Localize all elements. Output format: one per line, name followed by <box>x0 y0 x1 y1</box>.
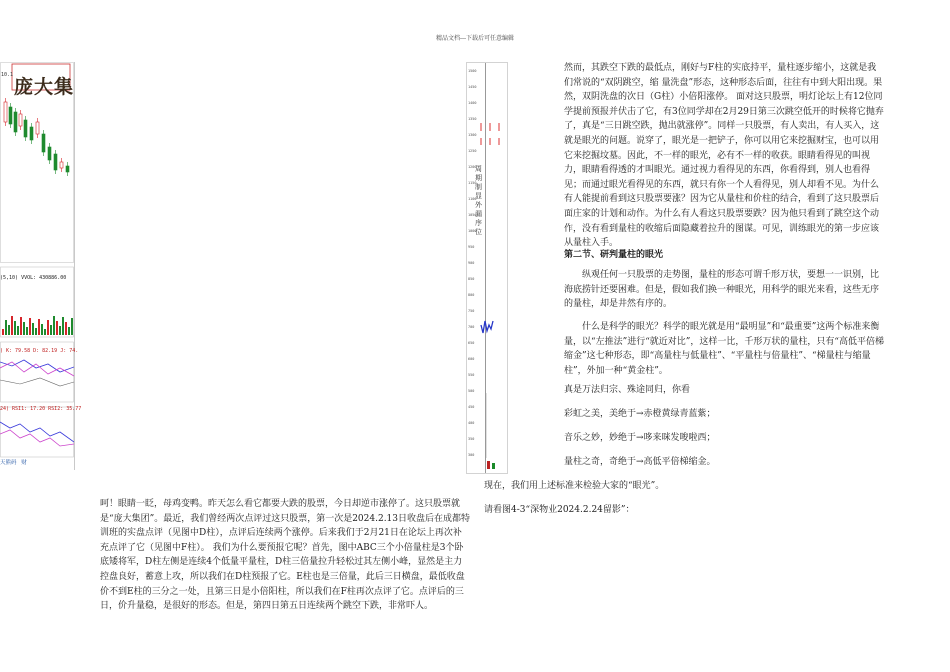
axis-tick-label: 700 <box>468 325 475 329</box>
candlestick <box>42 134 45 152</box>
right-paragraph-2: 纵观任何一只股票的走势图，量柱的形态可谓千形万状，要想一一识别，比海底捞针还要困难。但是，假如我们换一种眼光，用科学的眼光来看，这些无序的量柱，却是井然有序的。 <box>564 270 880 310</box>
volume-bar <box>50 325 52 335</box>
kdj-line <box>0 360 74 372</box>
bottom-label-1[interactable]: 天熊码 <box>0 460 17 466</box>
left-price-label: 10.1 <box>1 72 14 78</box>
volume-bar <box>35 328 37 335</box>
right-paragraph-3: 什么是科学的眼光？科学的眼光就是用“最明显”和“最重要”这两个标准来衡量，以“左推法”进行“就近对比”，这样一比，千形万状的量柱，只有“高低平倍梯缩金”这七种形态，即“高量柱与低量柱”、“平量柱与倍量柱”、“梯量柱与缩量柱”，外加一种“黄金柱”。 <box>564 322 885 376</box>
axis-tick-label: 1500 <box>468 69 477 73</box>
volume-bar <box>38 319 40 335</box>
middle-chart-svg <box>467 63 507 473</box>
middle-chart-caption: 周期制显外漏序位 <box>475 165 482 236</box>
volume-bar <box>41 324 43 335</box>
candlestick <box>19 114 22 126</box>
middle-chart-blue-line <box>481 321 493 333</box>
axis-tick-label: 600 <box>468 357 475 361</box>
middle-chart-bar <box>492 463 495 469</box>
volume-bar <box>23 322 25 335</box>
right-paragraph-1: 然而，其跌空下跌的最低点，刚好与F柱的实底持平，量柱逐步缩小，这就是我们常说的“双阴跳空，缩 量洗盘”形态，这种形态后面，往往有中到大阳出现。果然，双阴洗盘的次日（G柱）小倍阳涨停。 面对这只股票，明灯论坛上有12位同学提前预报并伏击了它，有3位同学却在2月29日第三次跳空低开的时候将它抛弃了，真是“三日跳空跌，抛出就涨停”。同样一只股票，有人卖出，有人买入，这就是眼光的问题。说穿了，眼光是一把铲子，你可以用它来挖掘财宝，也可以用它来挖掘坟墓。因此，不一样的眼光，必有不一样的收获。眼睛看得见的叫视力，眼睛看得透的才叫眼光。通过视力看得见的东西，你看得到，别人也看得见；而通过眼光看得见的东西，就只有你一个人看得见，别人却看不见。为什么有人能提前看到这只股票要涨？因为它从量柱和价柱的结合，看到了这只股票后面庄家的计划和动作。为什么有人看这只股票要跌？因为他只看到了跳空这个动作，没有看到量柱的收缩后面隐藏着拉升的图谋。可见，训练眼光的第一步应该从量柱入手。 <box>564 63 884 249</box>
axis-tick-label: 1350 <box>468 117 477 121</box>
text-line-2: 彩虹之美，美绝于→赤橙黄绿青蓝紫； <box>564 409 716 419</box>
volume-bar <box>32 323 34 335</box>
axis-tick-label: 1200 <box>468 165 477 169</box>
axis-tick-label: 1450 <box>468 85 477 89</box>
text-line-6: 请看图4-3“深物业2024.2.24留影”： <box>484 505 635 515</box>
volume-bar <box>17 326 19 335</box>
axis-tick-label: 400 <box>468 421 475 425</box>
left-chart-title: 庞大集 <box>14 76 75 98</box>
axis-tick-label: 1050 <box>468 213 477 217</box>
volume-bar <box>26 327 28 335</box>
volume-bar <box>56 321 58 335</box>
axis-tick-label: 1100 <box>468 197 477 201</box>
axis-tick-label: 900 <box>468 261 475 265</box>
axis-tick-label: 850 <box>468 277 475 281</box>
axis-tick-label: 450 <box>468 405 475 409</box>
axis-tick-label: 1400 <box>468 101 477 105</box>
left-vol-label: (5,10) VVOL: 430886.00 <box>0 275 67 281</box>
text-line-5: 现在，我们用上述标准来检验大家的“眼光”。 <box>484 481 665 491</box>
volume-bar <box>2 329 4 335</box>
axis-tick-label: 950 <box>468 245 475 249</box>
left-kdj-label: ) K: 79.58 D: 82.19 J: 74. <box>0 348 79 354</box>
volume-bar <box>11 316 13 335</box>
volume-bar <box>44 329 46 335</box>
volume-bar <box>5 320 7 335</box>
candlestick <box>14 112 17 132</box>
left-rsi-label: 24) RSI1: 17.20 RSI2: 35.77 <box>0 406 82 412</box>
text-line-3: 音乐之妙，妙绝于→哆来咪发唆啦西； <box>564 433 716 443</box>
axis-tick-label: 500 <box>468 389 475 393</box>
volume-bar <box>68 327 70 335</box>
candlestick <box>9 107 12 124</box>
candlestick <box>36 122 39 134</box>
text-line-4: 量柱之奇，奇绝于→高低平倍梯缩金。 <box>564 457 716 467</box>
candlestick <box>48 147 51 160</box>
axis-tick-label: 300 <box>468 453 475 457</box>
left-chart-bottom-bar <box>0 458 74 468</box>
axis-tick-label: 1300 <box>468 133 477 137</box>
rsi-line <box>0 422 74 442</box>
volume-bar <box>20 317 22 335</box>
left-paragraph: 呵！眼睛一眨，母鸡变鸭。昨天怎么看它都要大跌的股票，今日却逆市涨停了。这只股票就是“庞大集团”。最近，我们曾经两次点评过这只股票，第一次是2024.2.13日收盘后在成都特训班的实盘点评（见图中D柱），点评后连续两个涨停。后来我们于2月21日在论坛上再次补充点评了它（见图中F柱）。 我们为什么要预报它呢？首先，图中ABC三个小倍量柱是3个卧底矮将军，D柱左侧是连续4个低量平量柱，D柱三倍量拉升轻松过其左侧小峰，显然是主力控盘良好，蓄意上攻，所以我们在D柱预报了它。E柱也是三倍量，此后三日横盘，最低收盘价不到E柱的三分之一处，且第三日是小倍阳柱，所以我们在F柱再次点评了它。点评后的三日，价升量稳，是很好的形态。但是，第四日第五日连续两个跳空下跌，非常吓人。 <box>100 499 471 612</box>
text-line-1: 真是万法归宗、殊途同归，你看 <box>564 385 691 395</box>
volume-bar <box>47 320 49 335</box>
candlestick <box>60 162 63 168</box>
axis-tick-label: 1250 <box>468 149 477 153</box>
axis-tick-label: 1000 <box>468 229 477 233</box>
kdj-line <box>0 378 74 386</box>
middle-chart-bar <box>487 461 490 469</box>
volume-bar <box>62 317 64 335</box>
middle-chart-red-marks <box>481 123 499 145</box>
candlestick <box>30 127 33 140</box>
axis-tick-label: 800 <box>468 293 475 297</box>
rsi-panel <box>1 407 74 457</box>
candlestick <box>24 120 27 137</box>
axis-tick-label: 1150 <box>468 181 477 185</box>
kdj-line <box>0 362 74 376</box>
volume-bar <box>59 326 61 335</box>
volume-bar <box>65 322 67 335</box>
volume-bar <box>71 318 73 335</box>
volume-bar <box>29 318 31 335</box>
axis-tick-label: 750 <box>468 309 475 313</box>
middle-chart <box>466 62 508 474</box>
axis-tick-label: 550 <box>468 373 475 377</box>
volume-bar <box>53 316 55 335</box>
axis-tick-label: 350 <box>468 437 475 441</box>
bottom-label-2[interactable]: 财 <box>21 460 27 466</box>
candlestick <box>4 102 7 122</box>
page-header: 精品文档---下载后可任意编辑 <box>435 35 515 42</box>
candlestick <box>54 154 57 170</box>
candlestick <box>66 166 69 172</box>
section-title: 第二节、研判量柱的眼光 <box>564 250 664 260</box>
volume-bar <box>14 321 16 335</box>
volume-bar <box>8 325 10 335</box>
rsi-line <box>0 430 74 446</box>
axis-tick-label: 650 <box>468 341 475 345</box>
